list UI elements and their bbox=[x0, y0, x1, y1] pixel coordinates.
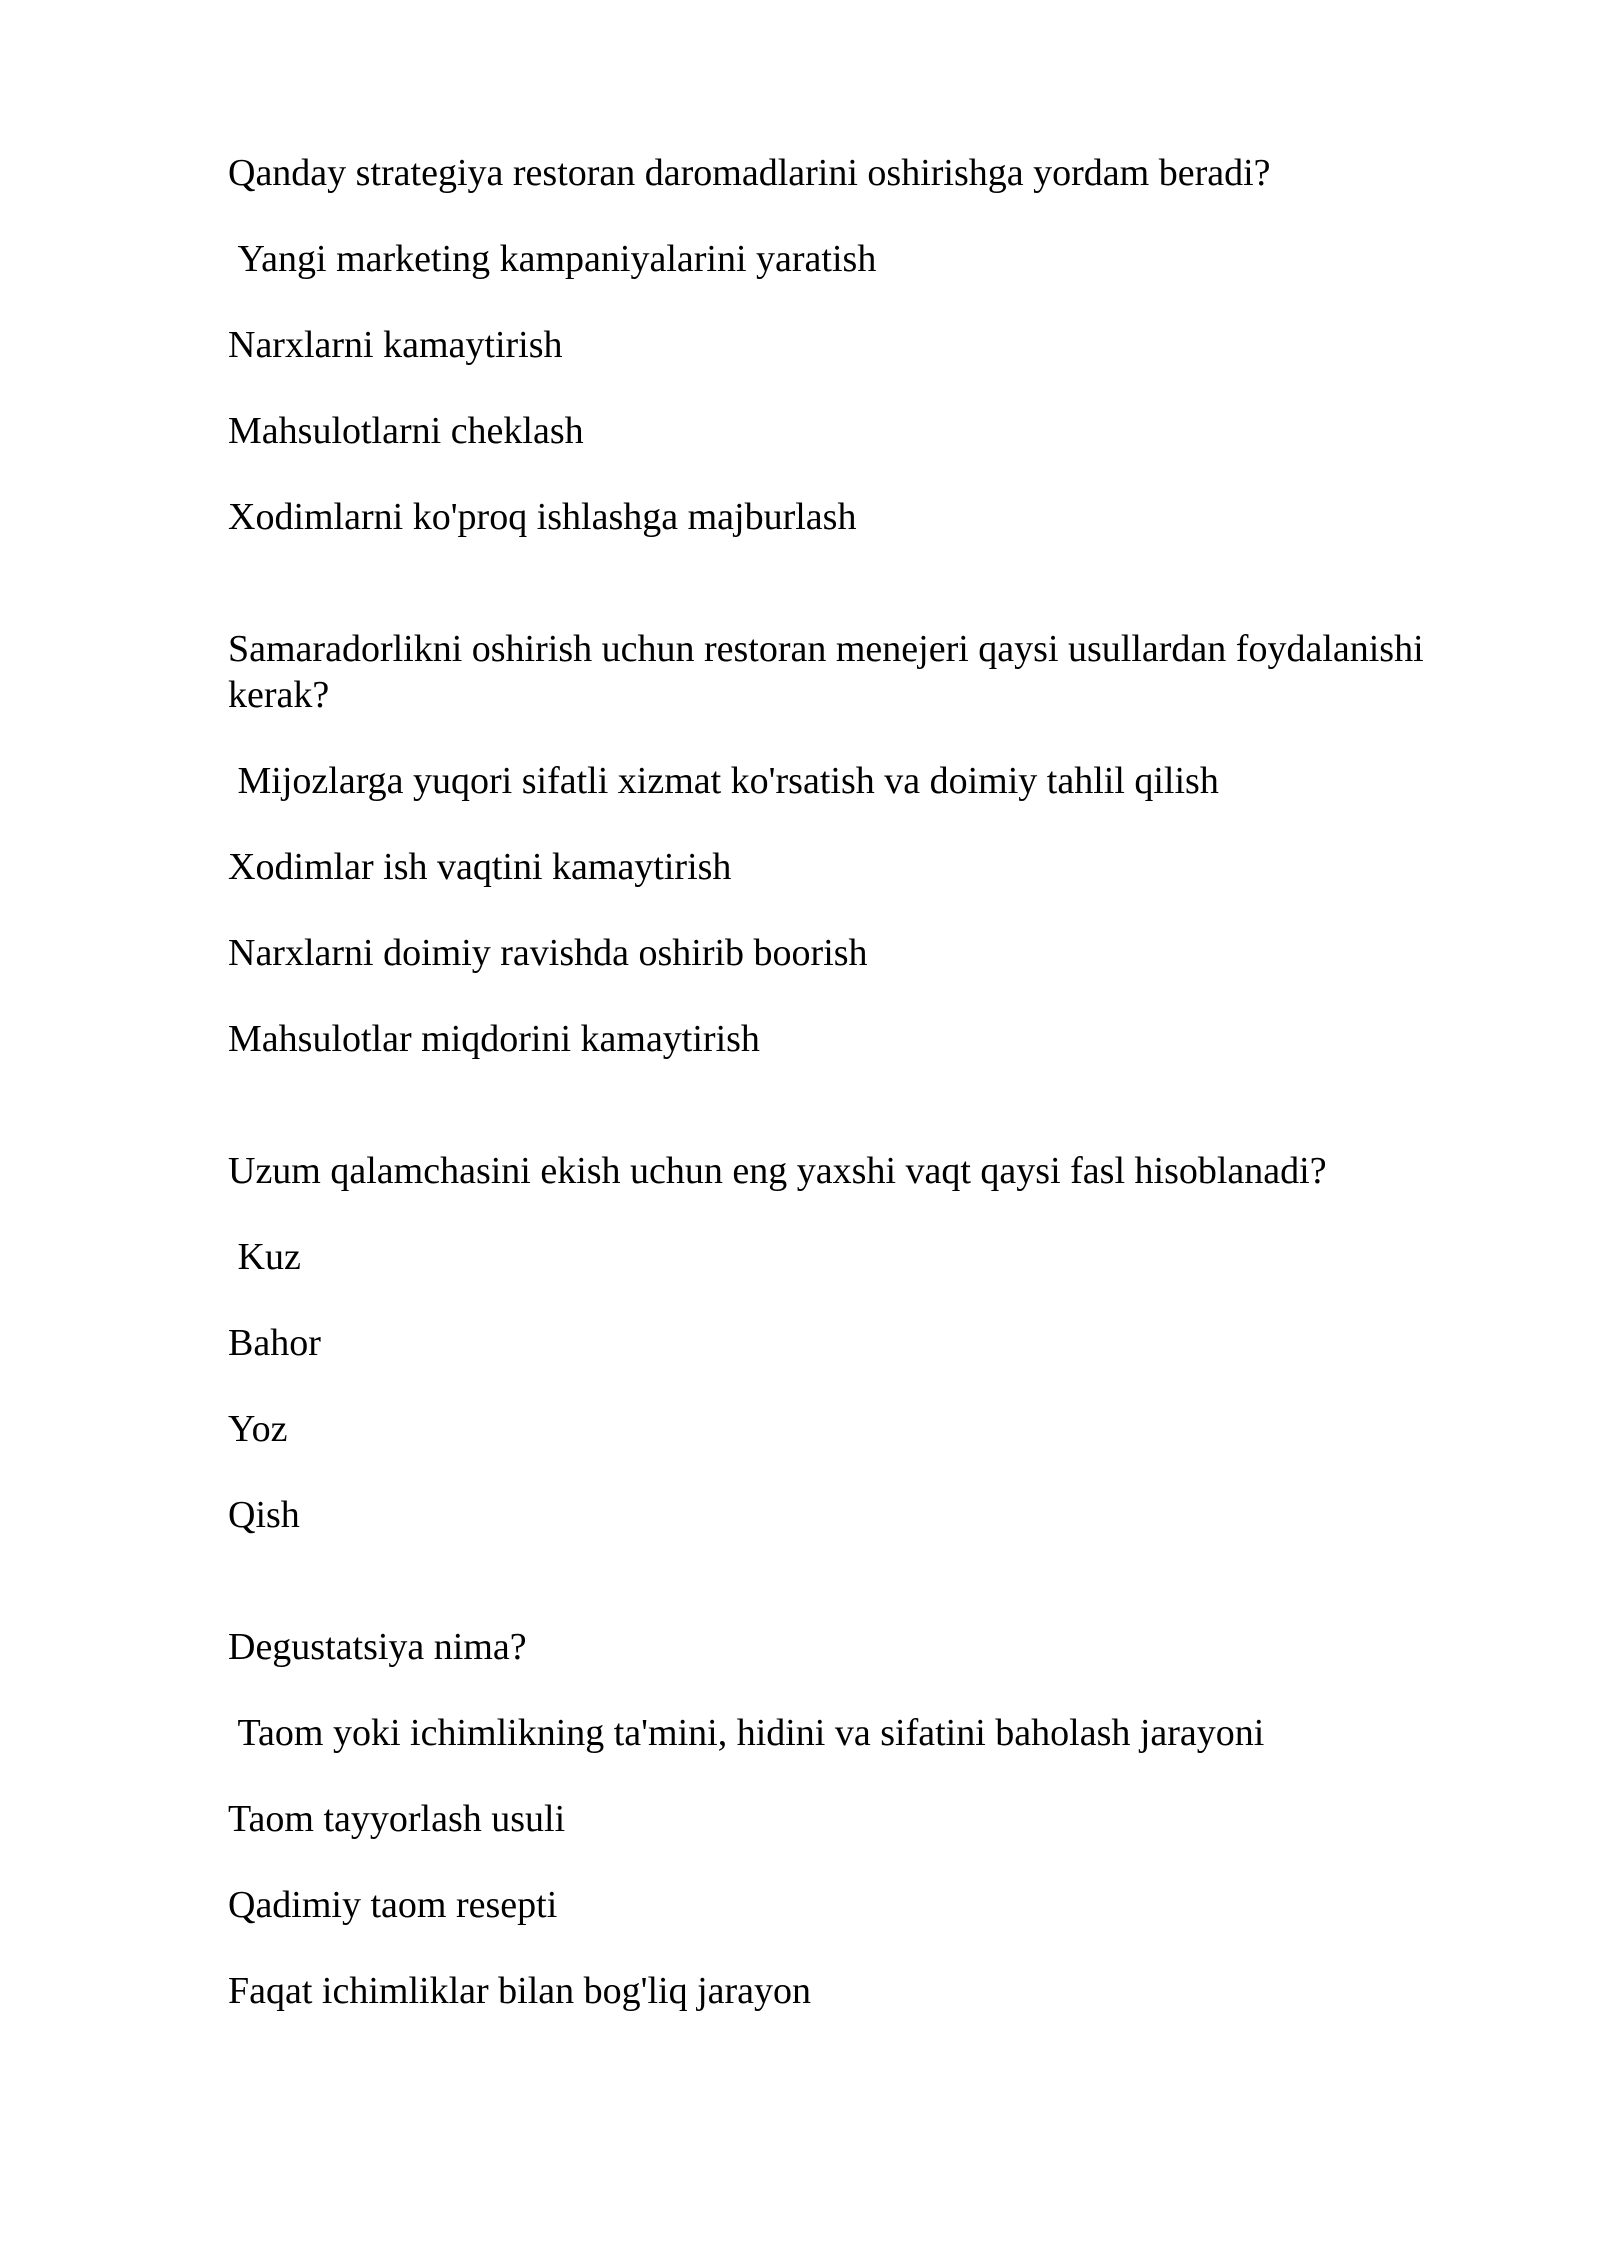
answer-option: Taom tayyorlash usuli bbox=[228, 1798, 566, 1840]
answer-option: Mahsulotlar miqdorini kamaytirish bbox=[228, 1018, 760, 1060]
question-text: Uzum qalamchasini ekish uchun eng yaxshi vaqt qaysi fasl hisoblanadi? bbox=[228, 1150, 1327, 1192]
question-block-2 bbox=[228, 626, 1434, 1102]
answer-option: Mahsulotlarni cheklash bbox=[228, 410, 584, 452]
answer-option: Narxlarni doimiy ravishda oshirib boorish bbox=[228, 932, 868, 974]
question-text: Qanday strategiya restoran daromadlarini oshirishga yordam beradi? bbox=[228, 152, 1271, 194]
question-block-4 bbox=[228, 1624, 1428, 2054]
answer-option: Mijozlarga yuqori sifatli xizmat ko'rsatish va doimiy tahlil qilish bbox=[228, 760, 1219, 802]
answer-option: Qish bbox=[228, 1494, 300, 1536]
answer-option: Xodimlar ish vaqtini kamaytirish bbox=[228, 846, 732, 888]
document-page bbox=[228, 150, 1434, 2054]
answer-option: Faqat ichimliklar bilan bog'liq jarayon bbox=[228, 1970, 812, 2012]
answer-option: Taom yoki ichimlikning ta'mini, hidini va sifatini baholash jarayoni bbox=[228, 1712, 1265, 1754]
question-text: Samaradorlikni oshirish uchun restoran menejeri qaysi usullardan foydalanishi kerak? bbox=[228, 628, 1434, 716]
answer-option: Yoz bbox=[228, 1408, 288, 1450]
question-block-1 bbox=[228, 150, 1428, 580]
answer-option: Qadimiy taom resepti bbox=[228, 1884, 558, 1926]
answer-option: Narxlarni kamaytirish bbox=[228, 324, 563, 366]
question-text: Degustatsiya nima? bbox=[228, 1626, 527, 1668]
answer-option: Bahor bbox=[228, 1322, 321, 1364]
question-block-3 bbox=[228, 1148, 1428, 1578]
answer-option: Yangi marketing kampaniyalarini yaratish bbox=[228, 238, 877, 280]
answer-option: Xodimlarni ko'proq ishlashga majburlash bbox=[228, 496, 857, 538]
answer-option: Kuz bbox=[228, 1236, 301, 1278]
